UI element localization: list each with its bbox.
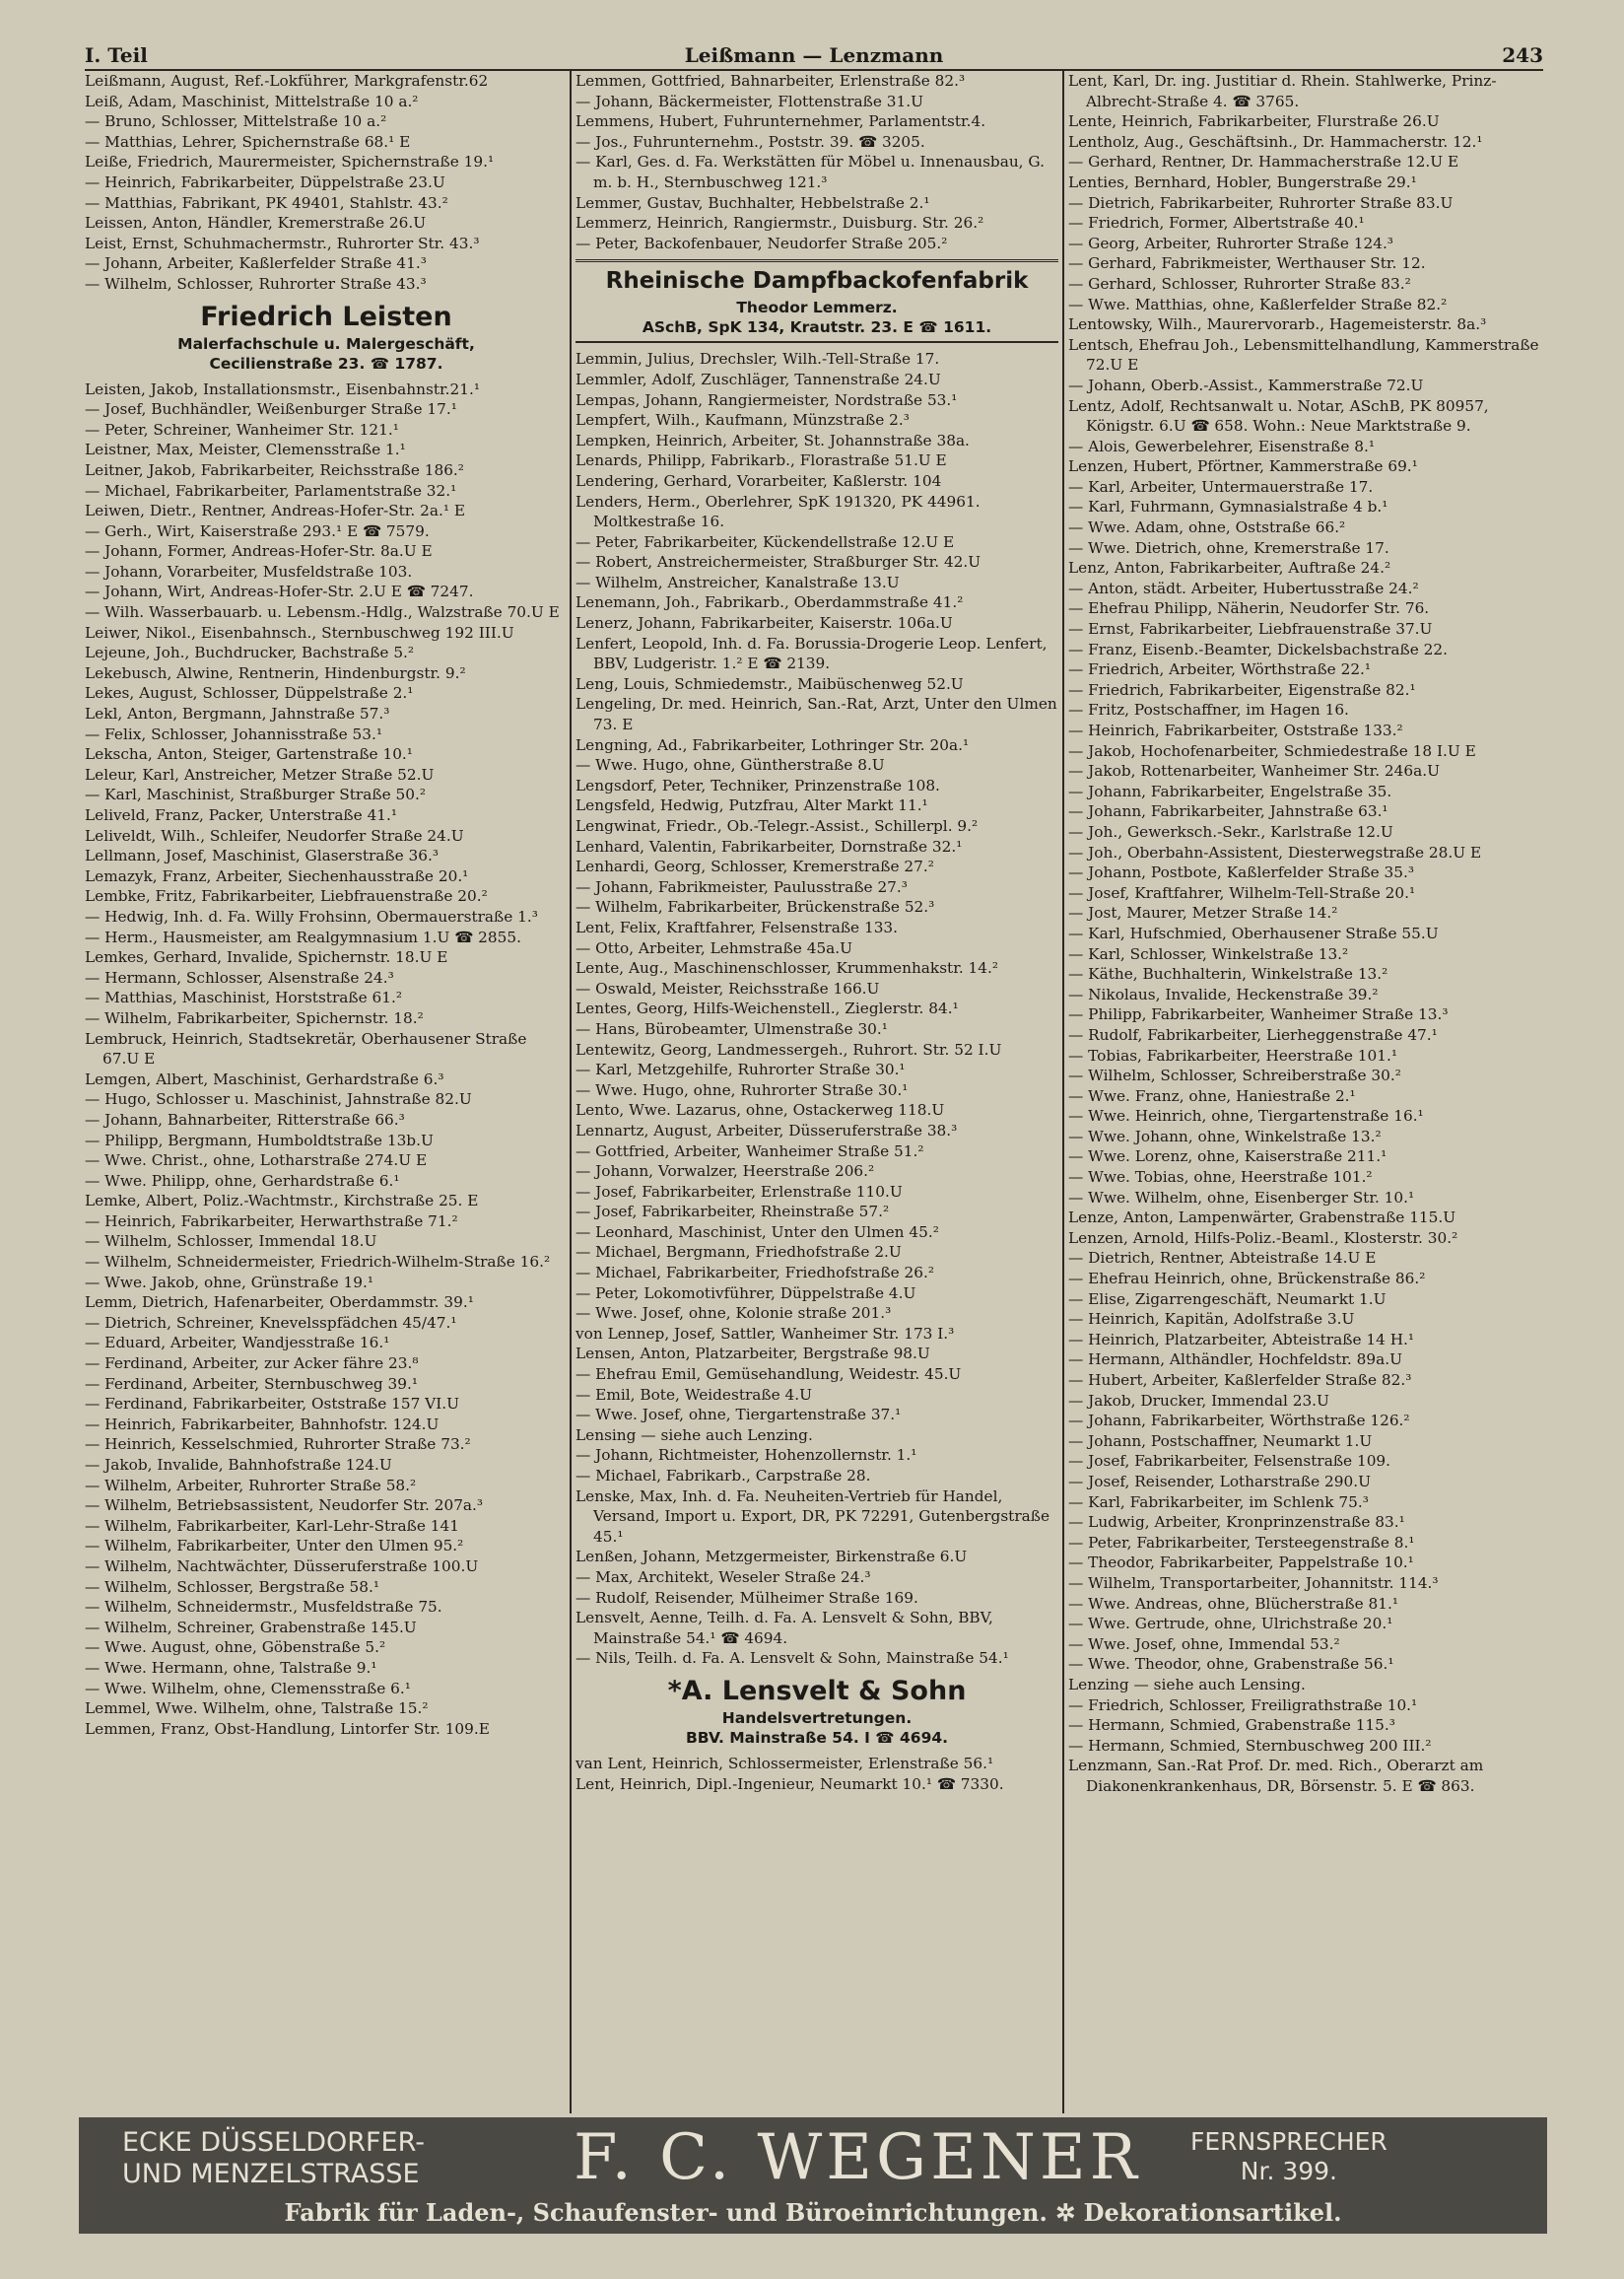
directory-entry: — Heinrich, Fabrikarbeiter, Herwarthstraße 71.² <box>85 1211 458 1230</box>
directory-entry: — Johann, Arbeiter, Kaßlerfelder Straße 41.³ <box>85 254 427 273</box>
directory-entry: — Wwe. Heinrich, ohne, Tiergartenstraße 16.¹ <box>1068 1107 1424 1126</box>
directory-entry: — Johann, Fabrikarbeiter, Engelstraße 35. <box>1068 782 1392 800</box>
ad-title: *A. Lensvelt & Sohn <box>667 1675 967 1706</box>
directory-entry: — Peter, Backofenbauer, Neudorfer Straße 205.² <box>575 234 948 252</box>
entry-list <box>575 1754 1058 1794</box>
ad-line: BBV. Mainstraße 54. I ☎ 4694. <box>685 1728 949 1747</box>
directory-entry: Lengning, Ad., Fabrikarbeiter, Lothringer Str. 20a.¹ <box>575 735 970 754</box>
directory-entry: Lentz, Adolf, Rechtsanwalt u. Notar, ASchB, PK 80957, Königstr. 6.U ☎ 658. Wohn.: Neue Marktstraße 9. <box>1068 396 1489 436</box>
directory-entry: — Wwe. Franz, ohne, Haniestraße 2.¹ <box>1068 1086 1356 1105</box>
ad-line: Malerfachschule u. Malergeschäft, <box>177 334 475 353</box>
directory-entry: Lemgen, Albert, Maschinist, Gerhardstraße 6.³ <box>85 1070 444 1088</box>
directory-entry: Lensvelt, Aenne, Teilh. d. Fa. A. Lensvelt & Sohn, BBV, Mainstraße 54.¹ ☎ 4694. <box>575 1609 993 1647</box>
directory-entry: Lemmens, Hubert, Fuhrunternehmer, Parlamentstr.4. <box>575 112 986 131</box>
directory-entry: Lent, Karl, Dr. ing. Justitiar d. Rhein. Stahlwerke, Prinz-Albrecht-Straße 4. ☎ 3765. <box>1068 72 1497 110</box>
directory-entry: — Peter, Schreiner, Wanheimer Str. 121.¹ <box>85 420 399 439</box>
footer-phone-number: Nr. 399. <box>1240 2157 1338 2185</box>
directory-entry: — Friedrich, Schlosser, Freiligrathstraße 10.¹ <box>1068 1695 1418 1714</box>
directory-entry: — Heinrich, Kesselschmied, Ruhrorter Straße 73.² <box>85 1435 471 1454</box>
directory-entry: — Wilhelm, Schlosser, Bergstraße 58.¹ <box>85 1577 379 1596</box>
directory-entry: Leist, Ernst, Schuhmachermstr., Ruhrorter Str. 43.³ <box>85 234 480 252</box>
directory-entry: — Josef, Fabrikarbeiter, Rheinstraße 57.² <box>575 1203 890 1221</box>
ad-line: Handelsvertretungen. <box>721 1708 913 1727</box>
directory-entry: — Otto, Arbeiter, Lehmstraße 45a.U <box>575 938 853 957</box>
directory-entry: — Käthe, Buchhalterin, Winkelstraße 13.² <box>1068 965 1388 984</box>
directory-entry: — Wilhelm, Schneidermeister, Friedrich-Wilhelm-Straße 16.² <box>85 1253 551 1272</box>
directory-entry: Lentes, Georg, Hilfs-Weichenstell., Zieglerstr. 84.¹ <box>575 1000 959 1018</box>
directory-entry: — Ferdinand, Fabrikarbeiter, Oststraße 157 VI.U <box>85 1395 460 1414</box>
directory-entry: — Johann, Wirt, Andreas-Hofer-Str. 2.U E ☎ 7247. <box>85 583 474 601</box>
directory-entry: — Wilhelm, Fabrikarbeiter, Karl-Lehr-Straße 141 <box>85 1516 459 1535</box>
directory-entry: — Karl, Fabrikarbeiter, im Schlenk 75.³ <box>1068 1492 1369 1511</box>
directory-entry: — Michael, Bergmann, Friedhofstraße 2.U <box>575 1243 902 1262</box>
footer-address-line: ECKE DÜSSELDORFER- <box>122 2127 425 2158</box>
directory-entry: — Wwe. Lorenz, ohne, Kaiserstraße 211.¹ <box>1068 1147 1387 1166</box>
directory-entry: — Rudolf, Fabrikarbeiter, Lierheggenstraße 47.¹ <box>1068 1025 1438 1044</box>
directory-entry: — Karl, Ges. d. Fa. Werkstätten für Möbel u. Innenausbau, G. m. b. H., Sternbuschweg 121.³ <box>575 153 1045 191</box>
directory-entry: Leliveldt, Wilh., Schleifer, Neudorfer Straße 24.U <box>85 826 464 845</box>
directory-entry: — Ferdinand, Arbeiter, Sternbuschweg 39.¹ <box>85 1374 418 1393</box>
directory-entry: — Wwe. Gertrude, ohne, Ulrichstraße 20.¹ <box>1068 1615 1393 1633</box>
advertisement-lensvelt <box>575 1675 1058 1748</box>
directory-entry: — Peter, Fabrikarbeiter, Tersteegenstraße 8.¹ <box>1068 1533 1415 1552</box>
directory-entry: Lengwinat, Friedr., Ob.-Telegr.-Assist., Schillerpl. 9.² <box>575 817 979 835</box>
directory-entry: — Philipp, Fabrikarbeiter, Wanheimer Straße 13.³ <box>1068 1005 1449 1024</box>
directory-entry: — Friedrich, Former, Albertstraße 40.¹ <box>1068 214 1365 233</box>
directory-entry: — Heinrich, Kapitän, Adolfstraße 3.U <box>1068 1310 1355 1329</box>
entry-list <box>575 349 1058 1669</box>
directory-entry: Leistner, Max, Meister, Clemensstraße 1.¹ <box>85 441 406 459</box>
footer-address-line: UND MENZELSTRASSE <box>122 2159 420 2189</box>
directory-entry: — Dietrich, Schreiner, Knevelsspfädchen 45/47.¹ <box>85 1313 457 1332</box>
directory-entry: — Wilhelm, Fabrikarbeiter, Spichernstr. 18.² <box>85 1008 424 1027</box>
directory-entry: Lempas, Johann, Rangiermeister, Nordstraße 53.¹ <box>575 390 958 409</box>
directory-entry: Lendering, Gerhard, Vorarbeiter, Kaßlerstr. 104 <box>575 471 942 490</box>
directory-entry: Lente, Heinrich, Fabrikarbeiter, Flurstraße 26.U <box>1068 112 1440 131</box>
directory-entry: — Jos., Fuhrunternehm., Poststr. 39. ☎ 3205. <box>575 132 925 151</box>
footer-company-name: F. C. WEGENER <box>574 2121 1141 2194</box>
directory-entry: — Jakob, Invalide, Bahnhofstraße 124.U <box>85 1456 392 1474</box>
directory-entry: — Karl, Maschinist, Straßburger Straße 50.² <box>85 786 426 804</box>
directory-entry: — Ferdinand, Arbeiter, zur Acker fähre 23.⁸ <box>85 1354 419 1373</box>
directory-entry: — Dietrich, Rentner, Abteistraße 14.U E <box>1068 1249 1377 1268</box>
directory-entry: — Wilhelm, Betriebsassistent, Neudorfer Str. 207a.³ <box>85 1496 484 1515</box>
directory-entry: — Johann, Postschaffner, Neumarkt 1.U <box>1068 1431 1373 1450</box>
directory-entry: Lenzen, Hubert, Pförtner, Kammerstraße 69.¹ <box>1068 457 1418 476</box>
directory-entry: — Felix, Schlosser, Johannisstraße 53.¹ <box>85 725 383 743</box>
page-header <box>85 43 1543 69</box>
directory-entry: Lengsfeld, Hedwig, Putzfrau, Alter Markt 11.¹ <box>575 796 928 815</box>
ad-line: Cecilienstraße 23. ☎ 1787. <box>209 354 443 373</box>
ad-line: Theodor Lemmerz. <box>736 299 898 317</box>
directory-entry: — Matthias, Maschinist, Horststraße 61.² <box>85 989 402 1007</box>
directory-entry: Lenties, Bernhard, Hobler, Bungerstraße 29.¹ <box>1068 173 1417 191</box>
directory-entry: Lent, Felix, Kraftfahrer, Felsenstraße 133. <box>575 918 899 936</box>
directory-entry: Lembke, Fritz, Fabrikarbeiter, Liebfrauenstraße 20.² <box>85 887 488 906</box>
directory-entry: — Josef, Fabrikarbeiter, Erlenstraße 110.U <box>575 1182 903 1201</box>
directory-entry: Lekebusch, Alwine, Rentnerin, Hindenburgstr. 9.² <box>85 663 466 682</box>
advertisement-leisten <box>85 301 568 374</box>
ad-title: Rheinische Dampfbackofenfabrik <box>605 268 1029 295</box>
directory-entry: — Hermann, Schmied, Sternbuschweg 200 III.² <box>1068 1736 1432 1755</box>
directory-entry: — Eduard, Arbeiter, Wandjesstraße 16.¹ <box>85 1334 390 1352</box>
directory-entry: — Wwe. Johann, ohne, Winkelstraße 13.² <box>1068 1127 1382 1145</box>
directory-entry: Lenßen, Johann, Metzgermeister, Birkenstraße 6.U <box>575 1548 968 1566</box>
directory-entry: — Wwe. Tobias, ohne, Heerstraße 101.² <box>1068 1168 1373 1187</box>
directory-entry: — Wwe. Andreas, ohne, Blücherstraße 81.¹ <box>1068 1594 1398 1613</box>
directory-entry: — Johann, Bäckermeister, Flottenstraße 31.U <box>575 92 924 110</box>
directory-entry: — Wwe. Hermann, ohne, Talstraße 9.¹ <box>85 1658 377 1677</box>
directory-entry: Lensen, Anton, Platzarbeiter, Bergstraße 98.U <box>575 1345 930 1363</box>
directory-entry: — Wwe. Matthias, ohne, Kaßlerfelder Straße 82.² <box>1068 295 1448 313</box>
directory-entry: — Wwe. Jakob, ohne, Grünstraße 19.¹ <box>85 1273 373 1291</box>
directory-entry: — Rudolf, Reisender, Mülheimer Straße 169. <box>575 1588 918 1607</box>
directory-entry: Leiwer, Nikol., Eisenbahnsch., Sternbuschweg 192 III.U <box>85 623 514 642</box>
column-divider <box>1062 71 1064 2113</box>
directory-entry: Lenze, Anton, Lampenwärter, Grabenstraße 115.U <box>1068 1209 1456 1227</box>
directory-entry: — Heinrich, Fabrikarbeiter, Oststraße 133.² <box>1068 722 1403 739</box>
directory-entry: — Wilhelm, Nachtwächter, Düsseruferstraße 100.U <box>85 1556 479 1575</box>
directory-entry: Lellmann, Josef, Maschinist, Glaserstraße 36.³ <box>85 847 440 865</box>
directory-entry: — Jakob, Rottenarbeiter, Wanheimer Str. 246a.U <box>1068 762 1441 781</box>
directory-entry: Leiwen, Dietr., Rentner, Andreas-Hofer-Str. 2a.¹ E <box>85 502 466 520</box>
directory-entry: Lente, Aug., Maschinenschlosser, Krummenhakstr. 14.² <box>575 959 999 978</box>
directory-entry: — Heinrich, Platzarbeiter, Abteistraße 14 H.¹ <box>1068 1330 1415 1348</box>
ad-line: ASchB, SpK 134, Krautstr. 23. E ☎ 1611. <box>642 318 992 337</box>
directory-entry: Lenfert, Leopold, Inh. d. Fa. Borussia-Drogerie Leop. Lenfert, BBV, Ludgeristr. 1.² E ☎ 2139. <box>575 634 1048 673</box>
directory-entry: — Oswald, Meister, Reichsstraße 166.U <box>575 979 880 998</box>
directory-entry: — Wwe. Hugo, ohne, Ruhrorter Straße 30.¹ <box>575 1080 909 1099</box>
directory-entry: — Matthias, Fabrikant, PK 49401, Stahlstr. 43.² <box>85 193 448 212</box>
directory-entry: — Wilhelm, Arbeiter, Ruhrorter Straße 58.² <box>85 1476 417 1494</box>
directory-entry: Lemke, Albert, Poliz.-Wachtmstr., Kirchstraße 25. E <box>85 1192 479 1210</box>
directory-entry: Lentewitz, Georg, Landmessergeh., Ruhrort. Str. 52 I.U <box>575 1040 1002 1059</box>
column-3 <box>1068 71 1551 2102</box>
directory-entry: — Josef, Fabrikarbeiter, Felsenstraße 109. <box>1068 1452 1391 1471</box>
footer-phone-label: FERNSPRECHER <box>1190 2127 1387 2156</box>
directory-entry: Lejeune, Joh., Buchdrucker, Bachstraße 5.² <box>85 644 415 662</box>
directory-entry: — Josef, Buchhändler, Weißenburger Straße 17.¹ <box>85 400 457 419</box>
directory-entry: Lemmer, Gustav, Buchhalter, Hebbelstraße 2.¹ <box>575 193 930 212</box>
directory-entry: — Hermann, Schlosser, Alsenstraße 24.³ <box>85 968 394 987</box>
directory-entry: — Johann, Postbote, Kaßlerfelder Straße 35.³ <box>1068 863 1415 882</box>
directory-entry: Leng, Louis, Schmiedemstr., Maibüschenweg 52.U <box>575 674 964 693</box>
running-title: Leißmann — Lenzmann <box>684 43 944 67</box>
directory-entry: — Jost, Maurer, Metzer Straße 14.² <box>1068 904 1338 923</box>
directory-entry: — Bruno, Schlosser, Mittelstraße 10 a.² <box>85 112 387 131</box>
directory-entry: Leiß, Adam, Maschinist, Mittelstraße 10 a.² <box>85 92 419 110</box>
directory-entry: — Karl, Schlosser, Winkelstraße 13.² <box>1068 944 1349 963</box>
directory-entry: Lekl, Anton, Bergmann, Jahnstraße 57.³ <box>85 705 390 724</box>
directory-entry: — Michael, Fabrikarbeiter, Parlamentstraße 32.¹ <box>85 481 457 500</box>
directory-entry: — Jakob, Hochofenarbeiter, Schmiedestraße 18 I.U E <box>1068 741 1476 760</box>
directory-entry: — Ehefrau Heinrich, ohne, Brückenstraße 86.² <box>1068 1270 1426 1288</box>
directory-entry: Lemmen, Gottfried, Bahnarbeiter, Erlenstraße 82.³ <box>575 72 966 90</box>
footer-advertisement <box>79 2117 1547 2234</box>
directory-entry: Lempfert, Wilh., Kaufmann, Münzstraße 2.³ <box>575 411 910 430</box>
directory-entry: Lemmen, Franz, Obst-Handlung, Lintorfer Str. 109.E <box>85 1719 490 1738</box>
directory-entry: Lenders, Herm., Oberlehrer, SpK 191320, PK 44961. Moltkestraße 16. <box>575 492 981 531</box>
directory-entry: — Gerhard, Schlosser, Ruhrorter Straße 83.² <box>1068 274 1411 293</box>
directory-entry: — Dietrich, Fabrikarbeiter, Ruhrorter Straße 83.U <box>1068 193 1454 212</box>
directory-entry: Leißmann, August, Ref.-Lokführer, Markgrafenstr.62 <box>85 72 489 90</box>
directory-entry: — Heinrich, Fabrikarbeiter, Bahnhofstr. 124.U <box>85 1415 440 1433</box>
directory-entry: — Wilhelm, Schneidermstr., Musfeldstraße 75. <box>85 1598 442 1617</box>
directory-entry: Lemmerz, Heinrich, Rangiermstr., Duisburg. Str. 26.² <box>575 214 984 233</box>
directory-entry: — Ludwig, Arbeiter, Kronprinzenstraße 83.¹ <box>1068 1513 1405 1532</box>
directory-entry: — Philipp, Bergmann, Humboldtstraße 13b.U <box>85 1131 434 1149</box>
directory-entry: — Johann, Bahnarbeiter, Ritterstraße 66.³ <box>85 1110 405 1129</box>
directory-entry: — Johann, Former, Andreas-Hofer-Str. 8a.U E <box>85 542 433 561</box>
directory-entry: — Tobias, Fabrikarbeiter, Heerstraße 101.¹ <box>1068 1046 1397 1065</box>
directory-entry: — Hubert, Arbeiter, Kaßlerfelder Straße 82.³ <box>1068 1371 1412 1389</box>
directory-entry: — Wwe. Christ., ohne, Lotharstraße 274.U E <box>85 1151 428 1170</box>
page-number: 243 <box>1502 43 1543 67</box>
directory-entry: — Wilhelm, Anstreicher, Kanalstraße 13.U <box>575 573 900 591</box>
directory-entry: Lengsdorf, Peter, Techniker, Prinzenstraße 108. <box>575 776 940 794</box>
column-2 <box>575 71 1058 2102</box>
directory-entry: — Alois, Gewerbelehrer, Eisenstraße 8.¹ <box>1068 437 1375 455</box>
directory-entry: — Johann, Richtmeister, Hohenzollernstr. 1.¹ <box>575 1446 917 1465</box>
directory-entry: — Karl, Hufschmied, Oberhausener Straße 55.U <box>1068 924 1439 942</box>
directory-entry: — Karl, Fuhrmann, Gymnasialstraße 4 b.¹ <box>1068 498 1388 517</box>
directory-entry: — Wilhelm, Schlosser, Ruhrorter Straße 43.³ <box>85 274 427 293</box>
directory-entry: — Wilhelm, Fabrikarbeiter, Brückenstraße 52.³ <box>575 898 935 917</box>
directory-entry: Leiße, Friedrich, Maurermeister, Spichernstraße 19.¹ <box>85 153 495 172</box>
directory-entry: Lenzing — siehe auch Lensing. <box>1068 1675 1306 1693</box>
directory-entry: — Wwe. Hugo, ohne, Güntherstraße 8.U <box>575 756 885 775</box>
directory-entry: — Wwe. Josef, ohne, Tiergartenstraße 37.¹ <box>575 1406 902 1424</box>
entry-list <box>85 380 568 1740</box>
directory-entry: — Hermann, Althändler, Hochfeldstr. 89a.U <box>1068 1350 1402 1369</box>
directory-entry: Lennartz, August, Arbeiter, Düsseruferstraße 38.³ <box>575 1121 958 1140</box>
directory-entry: — Wilhelm, Schlosser, Immendal 18.U <box>85 1232 377 1251</box>
directory-entry: Lentholz, Aug., Geschäftsinh., Dr. Hammacherstr. 12.¹ <box>1068 132 1483 151</box>
directory-entry: — Josef, Kraftfahrer, Wilhelm-Tell-Straße 20.¹ <box>1068 883 1416 902</box>
entry-list <box>575 71 1058 253</box>
directory-entry: — Heinrich, Fabrikarbeiter, Düppelstraße 23.U <box>85 173 445 191</box>
directory-entry: — Wwe. Josef, ohne, Kolonie straße 201.³ <box>575 1304 892 1323</box>
directory-entry: — Michael, Fabrikarb., Carpstraße 28. <box>575 1467 871 1485</box>
directory-entry: Leissen, Anton, Händler, Kremerstraße 26.U <box>85 214 427 233</box>
directory-entry: — Peter, Fabrikarbeiter, Kückendellstraße 12.U E <box>575 532 955 551</box>
directory-entry: — Wilhelm, Fabrikarbeiter, Unter den Ulmen 95.² <box>85 1537 464 1555</box>
directory-entry: — Peter, Lokomotivführer, Düppelstraße 4.U <box>575 1283 916 1302</box>
directory-entry: Lenz, Anton, Fabrikarbeiter, Auftraße 24.² <box>1068 559 1391 578</box>
ad-title: Friedrich Leisten <box>200 301 452 332</box>
column-1 <box>85 71 568 2102</box>
directory-entry: — Jakob, Drucker, Immendal 23.U <box>1068 1391 1329 1410</box>
directory-entry: — Wwe. Adam, ohne, Oststraße 66.² <box>1068 518 1346 537</box>
directory-entry: Lenerz, Johann, Fabrikarbeiter, Kaiserstr. 106a.U <box>575 614 953 633</box>
directory-entry: Lemkes, Gerhard, Invalide, Spichernstr. 18.U E <box>85 948 448 967</box>
directory-entry: Lentowsky, Wilh., Maurervorarb., Hagemeisterstr. 8a.³ <box>1068 315 1487 334</box>
directory-entry: — Wwe. Dietrich, ohne, Kremerstraße 17. <box>1068 538 1389 557</box>
directory-entry: — Hedwig, Inh. d. Fa. Willy Frohsinn, Obermauerstraße 1.³ <box>85 907 538 926</box>
directory-entry: — Hans, Bürobeamter, Ulmenstraße 30.¹ <box>575 1019 888 1038</box>
directory-entry: — Max, Architekt, Weseler Straße 24.³ <box>575 1567 871 1586</box>
directory-entry: Lenhardi, Georg, Schlosser, Kremerstraße 27.² <box>575 858 934 876</box>
entry-list <box>85 71 568 295</box>
directory-entry: — Ernst, Fabrikarbeiter, Liebfrauenstraße 37.U <box>1068 620 1433 639</box>
directory-entry: — Gerhard, Fabrikmeister, Werthauser Str. 12. <box>1068 254 1426 273</box>
directory-entry: — Nils, Teilh. d. Fa. A. Lensvelt & Sohn, Mainstraße 54.¹ <box>575 1649 1009 1668</box>
directory-entry: Lensing — siehe auch Lenzing. <box>575 1425 813 1444</box>
directory-entry: — Johann, Oberb.-Assist., Kammerstraße 72.U <box>1068 376 1424 394</box>
directory-entry: — Hermann, Schmied, Grabenstraße 115.³ <box>1068 1716 1395 1735</box>
directory-entry: — Wilhelm, Schlosser, Schreiberstraße 30.² <box>1068 1067 1401 1085</box>
directory-entry: Lenhard, Valentin, Fabrikarbeiter, Dornstraße 32.¹ <box>575 837 963 856</box>
directory-entry: Leisten, Jakob, Installationsmstr., Eisenbahnstr.21.¹ <box>85 380 480 398</box>
directory-entry: — Matthias, Lehrer, Spichernstraße 68.¹ E <box>85 132 411 151</box>
directory-entry: — Joh., Gewerksch.-Sekr., Karlstraße 12.U <box>1068 822 1393 841</box>
section-label: I. Teil <box>85 43 148 67</box>
directory-entry: Lemmler, Adolf, Zuschläger, Tannenstraße 24.U <box>575 370 941 388</box>
directory-entry: Lempken, Heinrich, Arbeiter, St. Johannstraße 38a. <box>575 431 970 449</box>
directory-entry: — Leonhard, Maschinist, Unter den Ulmen 45.² <box>575 1222 939 1241</box>
advertisement-lemmerz <box>575 259 1058 343</box>
directory-entry: Lengeling, Dr. med. Heinrich, San.-Rat, Arzt, Unter den Ulmen 73. E <box>575 695 1057 734</box>
directory-entry: Lembruck, Heinrich, Stadtsekretär, Oberhausener Straße 67.U E <box>85 1029 527 1069</box>
directory-entry: — Josef, Reisender, Lotharstraße 290.U <box>1068 1472 1371 1490</box>
directory-entry: — Hugo, Schlosser u. Maschinist, Jahnstraße 82.U <box>85 1090 472 1109</box>
directory-entry: — Gerhard, Rentner, Dr. Hammacherstraße 12.U E <box>1068 153 1459 172</box>
directory-entry: — Wwe. Wilhelm, ohne, Clemensstraße 6.¹ <box>85 1679 411 1697</box>
directory-entry: Lekes, August, Schlosser, Düppelstraße 2.¹ <box>85 684 414 703</box>
directory-entry: — Anton, städt. Arbeiter, Hubertusstraße 24.² <box>1068 579 1419 597</box>
directory-entry: — Robert, Anstreichermeister, Straßburger Str. 42.U <box>575 553 981 572</box>
directory-entry: Lent, Heinrich, Dipl.-Ingenieur, Neumarkt 10.¹ ☎ 7330. <box>575 1774 1004 1793</box>
directory-entry: Lenzmann, San.-Rat Prof. Dr. med. Rich., Oberarzt am Diakonenkrankenhaus, DR, Börsenstr. 5. E ☎ 863. <box>1068 1757 1484 1795</box>
directory-entry: — Wilh. Wasserbauarb. u. Lebensm.-Hdlg., Walzstraße 70.U E <box>85 603 560 622</box>
directory-entry: — Wwe. Wilhelm, ohne, Eisenberger Str. 10.¹ <box>1068 1188 1415 1207</box>
directory-entry: — Johann, Fabrikmeister, Paulusstraße 27.³ <box>575 877 908 896</box>
directory-entry: Lenzen, Arnold, Hilfs-Poliz.-Beaml., Klosterstr. 30.² <box>1068 1228 1458 1247</box>
directory-entry: — Fritz, Postschaffner, im Hagen 16. <box>1068 701 1349 720</box>
directory-entry: Lemm, Dietrich, Hafenarbeiter, Oberdammstr. 39.¹ <box>85 1293 474 1312</box>
footer-tagline: Fabrik für Laden-, Schaufenster- und Büroeinrichtungen. ✲ Dekorationsartikel. <box>284 2198 1342 2227</box>
directory-entry: — Wilhelm, Schreiner, Grabenstraße 145.U <box>85 1618 417 1636</box>
directory-entry: — Johann, Fabrikarbeiter, Wörthstraße 126.² <box>1068 1412 1410 1430</box>
directory-entry: Lekscha, Anton, Steiger, Gartenstraße 10.¹ <box>85 745 413 764</box>
directory-entry: — Wilhelm, Transportarbeiter, Johannitstr. 114.³ <box>1068 1573 1439 1592</box>
directory-entry: Lento, Wwe. Lazarus, ohne, Ostackerweg 118.U <box>575 1101 945 1120</box>
directory-entry: — Franz, Eisenb.-Beamter, Dickelsbachstraße 22. <box>1068 640 1448 658</box>
directory-entry: — Wwe. Philipp, ohne, Gerhardstraße 6.¹ <box>85 1171 400 1190</box>
directory-entry: — Friedrich, Arbeiter, Wörthstraße 22.¹ <box>1068 660 1372 679</box>
footer-address <box>122 2127 425 2190</box>
footer-phone <box>1190 2127 1387 2186</box>
directory-entry: — Joh., Oberbahn-Assistent, Diesterwegstraße 28.U E <box>1068 843 1482 862</box>
directory-entry: Lenske, Max, Inh. d. Fa. Neuheiten-Vertrieb für Handel, Versand, Import u. Export, DR, PK 72291, Gutenbergstraße 45.¹ <box>575 1486 1050 1546</box>
directory-entry: Leleur, Karl, Anstreicher, Metzer Straße 52.U <box>85 765 435 784</box>
directory-entry: von Lennep, Josef, Sattler, Wanheimer Str. 173 I.³ <box>575 1324 955 1343</box>
directory-entry: van Lent, Heinrich, Schlossermeister, Erlenstraße 56.¹ <box>575 1754 994 1772</box>
directory-entry: — Johann, Fabrikarbeiter, Jahnstraße 63.¹ <box>1068 802 1388 821</box>
directory-entry: — Karl, Metzgehilfe, Ruhrorter Straße 30.¹ <box>575 1061 906 1079</box>
directory-entry: Lenards, Philipp, Fabrikarb., Florastraße 51.U E <box>575 451 947 470</box>
directory-entry: — Ehefrau Philipp, Näherin, Neudorfer Str. 76. <box>1068 599 1430 618</box>
directory-entry: — Nikolaus, Invalide, Heckenstraße 39.² <box>1068 985 1379 1003</box>
entry-list <box>1068 71 1551 1796</box>
directory-entry: — Karl, Arbeiter, Untermauerstraße 17. <box>1068 477 1374 496</box>
directory-entry: — Friedrich, Fabrikarbeiter, Eigenstraße 82.¹ <box>1068 680 1416 699</box>
directory-entry: — Ehefrau Emil, Gemüsehandlung, Weidestr. 45.U <box>575 1365 962 1384</box>
directory-entry: — Wwe. Josef, ohne, Immendal 53.² <box>1068 1634 1340 1653</box>
directory-entry: — Herm., Hausmeister, am Realgymnasium 1.U ☎ 2855. <box>85 928 521 946</box>
directory-entry: — Johann, Vorarbeiter, Musfeldstraße 103. <box>85 562 413 581</box>
directory-entry: — Elise, Zigarrengeschäft, Neumarkt 1.U <box>1068 1289 1387 1308</box>
directory-entry: Leliveld, Franz, Packer, Unterstraße 41.¹ <box>85 806 398 824</box>
directory-entry: — Gerh., Wirt, Kaiserstraße 293.¹ E ☎ 7579. <box>85 521 430 540</box>
directory-entry: — Emil, Bote, Weidestraße 4.U <box>575 1385 813 1404</box>
directory-entry: Lenemann, Joh., Fabrikarb., Oberdammstraße 41.² <box>575 593 964 612</box>
directory-entry: Leitner, Jakob, Fabrikarbeiter, Reichsstraße 186.² <box>85 460 464 479</box>
directory-entry: — Theodor, Fabrikarbeiter, Pappelstraße 10.¹ <box>1068 1554 1414 1572</box>
directory-entry: — Michael, Fabrikarbeiter, Friedhofstraße 26.² <box>575 1264 935 1282</box>
directory-entry: Lemmin, Julius, Drechsler, Wilh.-Tell-Straße 17. <box>575 350 940 369</box>
directory-entry: Lentsch, Ehefrau Joh., Lebensmittelhandlung, Kammerstraße 72.U E <box>1068 335 1539 375</box>
directory-entry: Lemmel, Wwe. Wilhelm, ohne, Talstraße 15.² <box>85 1699 429 1718</box>
column-divider <box>570 71 572 2113</box>
directory-entry: — Georg, Arbeiter, Ruhrorter Straße 124.³ <box>1068 234 1393 252</box>
directory-entry: — Gottfried, Arbeiter, Wanheimer Straße 51.² <box>575 1141 924 1160</box>
directory-entry: Lemazyk, Franz, Arbeiter, Siechenhausstraße 20.¹ <box>85 866 469 885</box>
directory-entry: — Johann, Vorwalzer, Heerstraße 206.² <box>575 1162 875 1181</box>
directory-entry: — Wwe. Theodor, ohne, Grabenstraße 56.¹ <box>1068 1655 1394 1674</box>
directory-entry: — Wwe. August, ohne, Göbenstraße 5.² <box>85 1638 386 1657</box>
